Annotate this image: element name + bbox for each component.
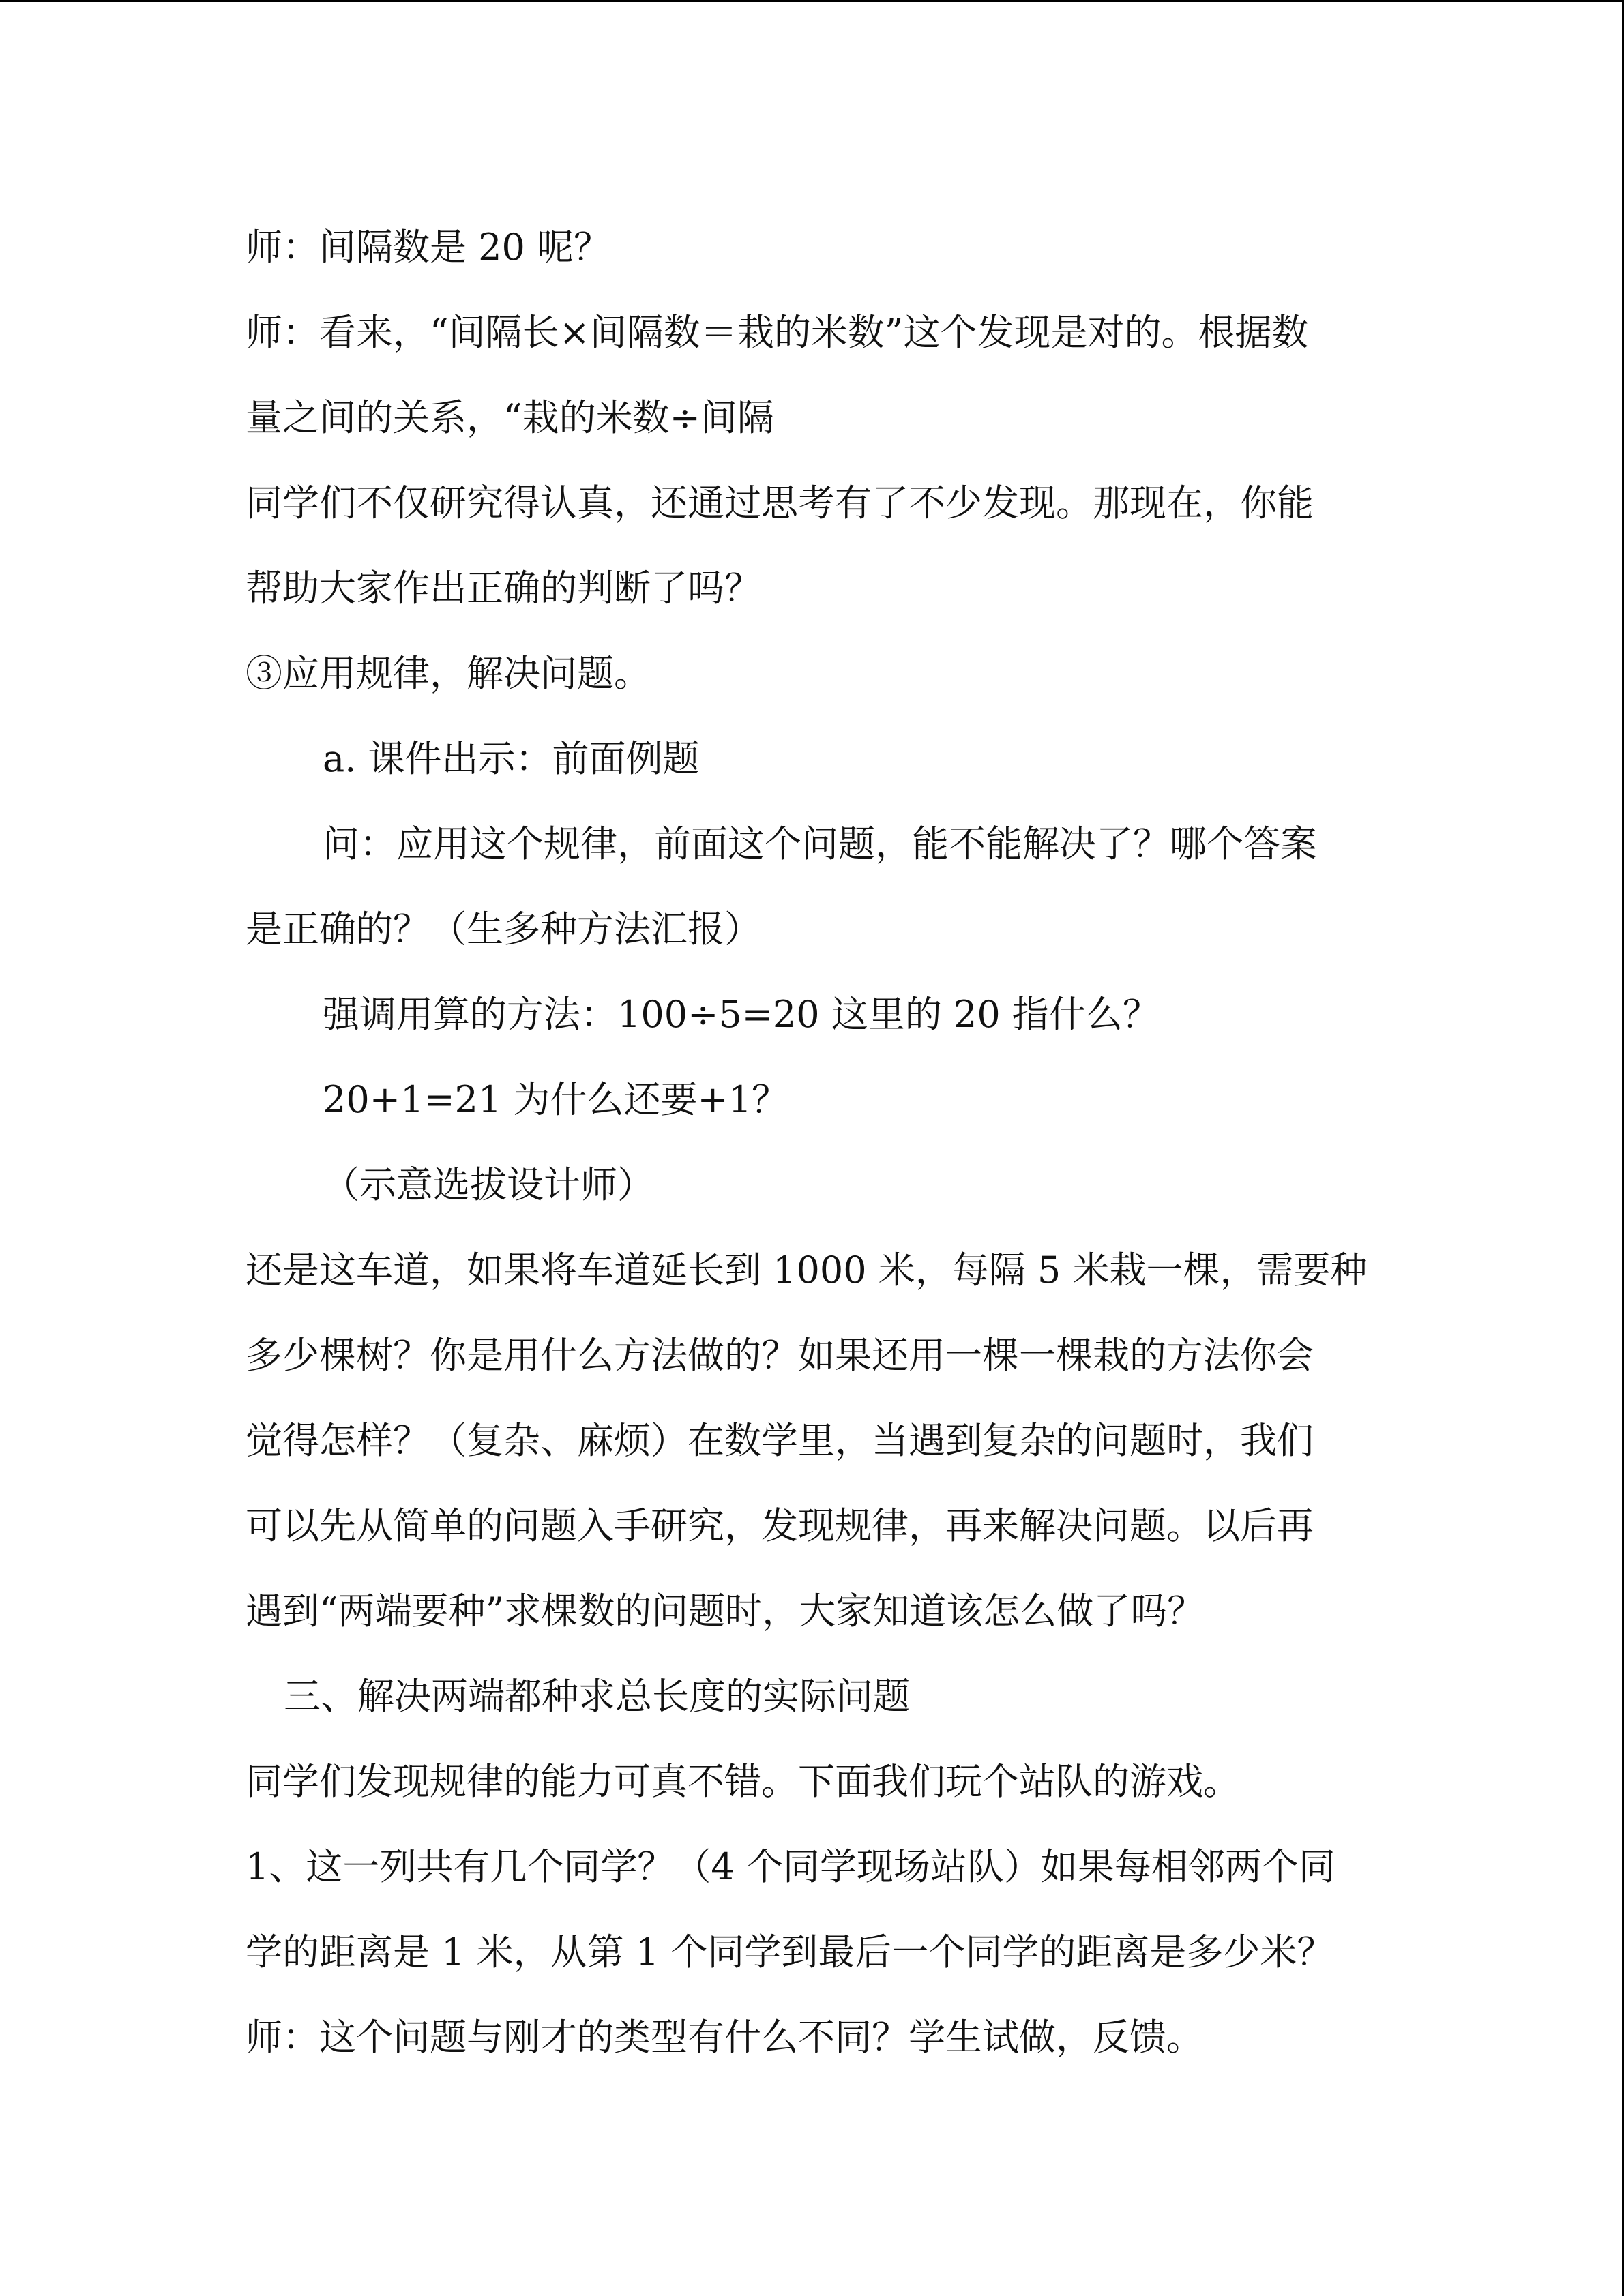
paragraph-line: 强调用算的方法：100÷5=20 这里的 20 指什么？: [323, 993, 1160, 1036]
paragraph-line: ③应用规律，解决问题。: [246, 652, 651, 695]
paragraph-line: 师：看来，“间隔长×间隔数＝栽的米数”这个发现是对的。根据数: [246, 311, 1309, 354]
paragraph-line: 觉得怎样？（复杂、麻烦）在数学里，当遇到复杂的问题时，我们: [246, 1419, 1314, 1462]
paragraph-line: 师：这个问题与刚才的类型有什么不同？学生试做，反馈。: [246, 2016, 1203, 2059]
paragraph-line: 20+1=21 为什么还要+1？: [323, 1078, 789, 1121]
paragraph-line: 多少棵树？你是用什么方法做的？如果还用一棵一棵栽的方法你会: [246, 1334, 1314, 1377]
section-heading: 三、解决两端都种求总长度的实际问题: [284, 1675, 910, 1718]
paragraph-line: 量之间的关系，“栽的米数÷间隔: [246, 396, 774, 439]
paragraph-line: 师：间隔数是 20 呢？: [246, 226, 611, 269]
paragraph-line: 同学们发现规律的能力可真不错。下面我们玩个站队的游戏。: [246, 1760, 1240, 1803]
page-top-border: [0, 0, 1624, 2]
paragraph-line: 遇到“两端要种”求棵数的问题时，大家知道该怎么做了吗？: [246, 1590, 1205, 1632]
paragraph-line: 还是这车道，如果将车道延长到 1000 米，每隔 5 米栽一棵，需要种: [246, 1249, 1368, 1292]
paragraph-line: 可以先从简单的问题入手研究，发现规律，再来解决问题。以后再: [246, 1504, 1314, 1547]
paragraph-line: （示意选拔设计师）: [323, 1163, 654, 1206]
paragraph-line: a. 课件出示：前面例题: [323, 737, 700, 780]
paragraph-line: 是正确的？（生多种方法汇报）: [246, 908, 761, 951]
paragraph-line: 同学们不仅研究得认真，还通过思考有了不少发现。那现在，你能: [246, 481, 1314, 524]
paragraph-line: 学的距离是 1 米，从第 1 个同学到最后一个同学的距离是多少米？: [246, 1930, 1334, 1973]
document-body: [246, 205, 1378, 2080]
paragraph-line: 帮助大家作出正确的判断了吗？: [246, 567, 761, 610]
paragraph-line: 1、这一列共有几个同学？（4 个同学现场站队）如果每相邻两个同: [246, 1845, 1335, 1888]
paragraph-line: 问：应用这个规律，前面这个问题，能不能解决了？哪个答案: [323, 822, 1317, 865]
